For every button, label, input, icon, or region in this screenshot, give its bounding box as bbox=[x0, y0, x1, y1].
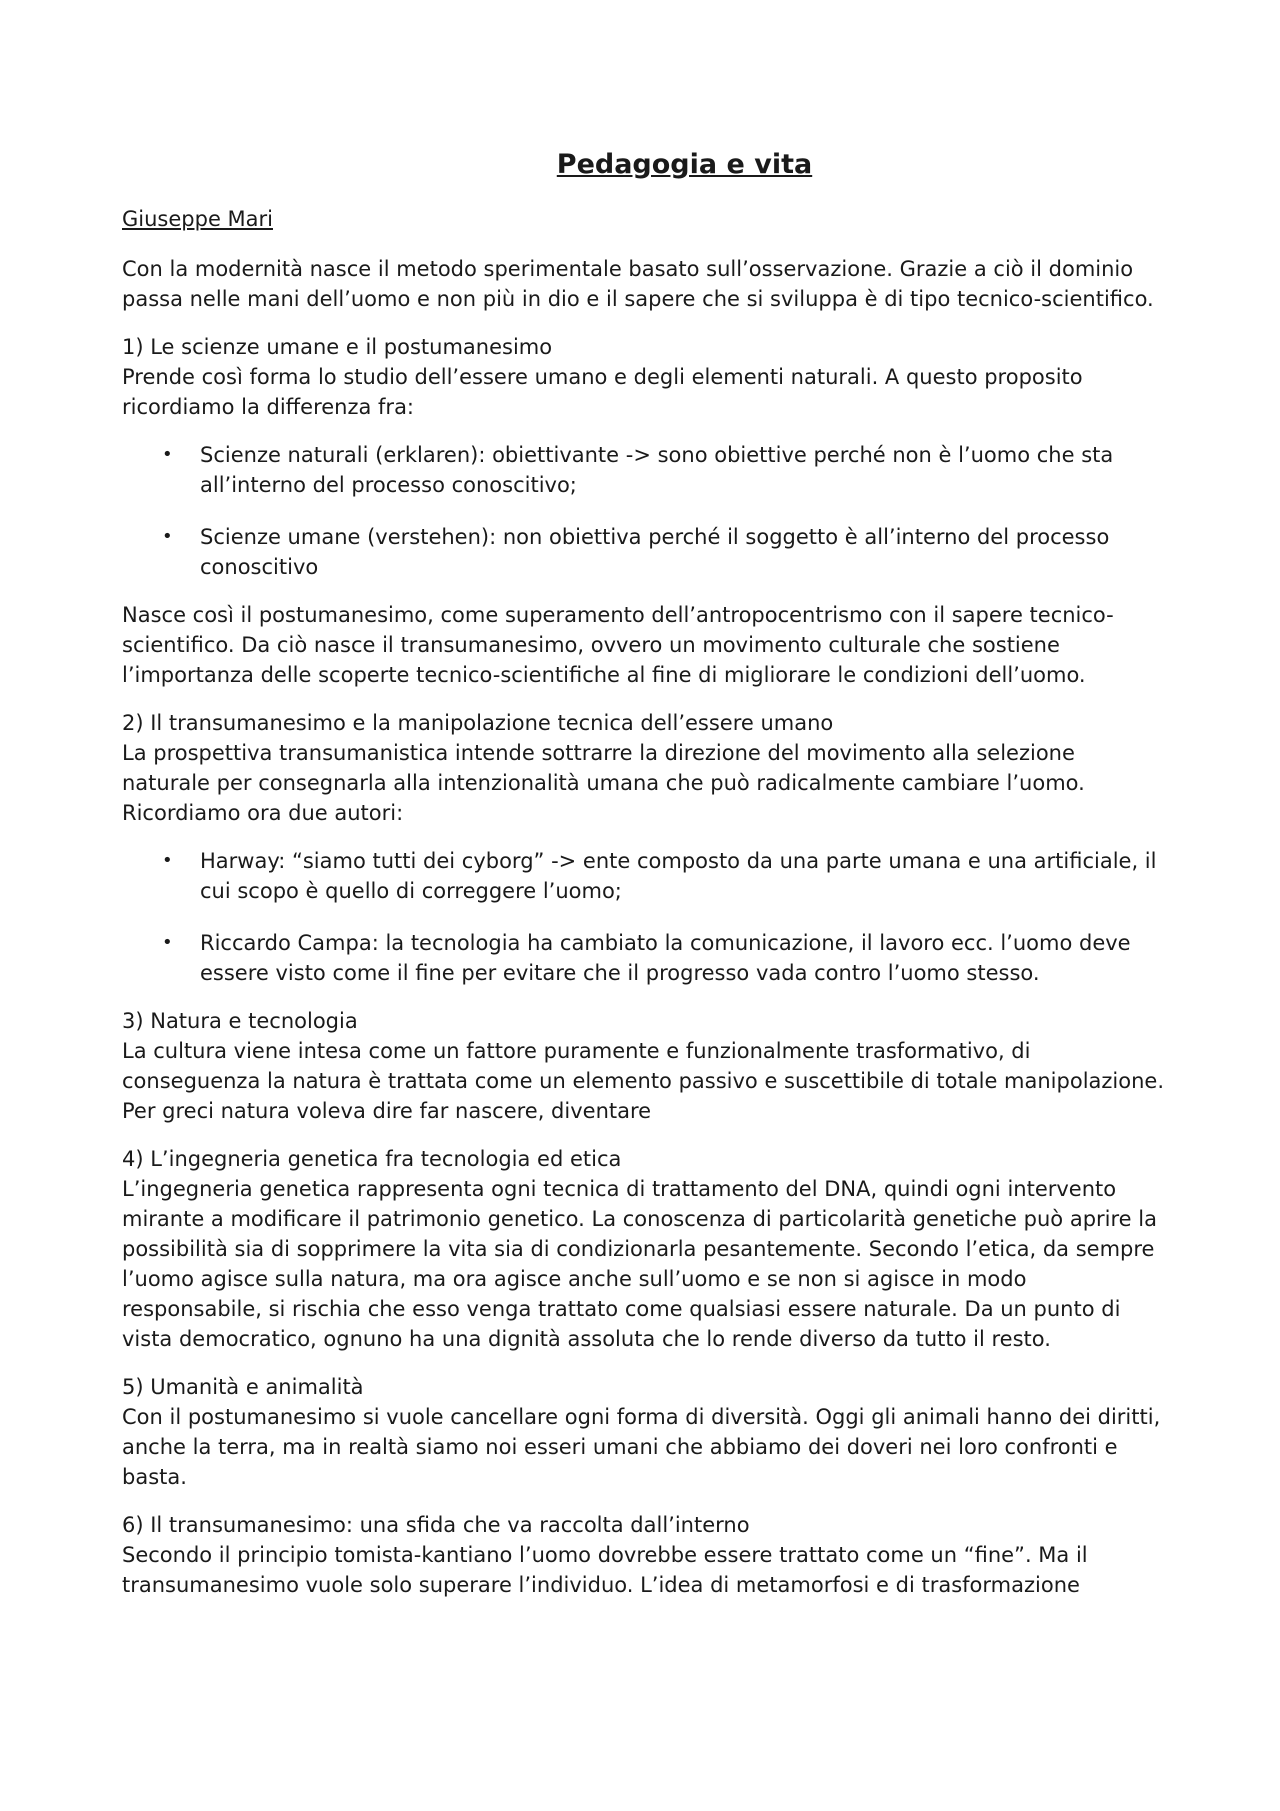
section-2 bbox=[122, 708, 1167, 828]
section-4 bbox=[122, 1144, 1167, 1354]
section-body: Prende così forma lo studio dell’essere umano e degli elementi naturali. A questo proposito ricordiamo la differenza fra: bbox=[122, 365, 1083, 419]
bullet-list bbox=[122, 846, 1167, 988]
section-heading: 4) L’ingegneria genetica fra tecnologia ed etica bbox=[122, 1147, 622, 1171]
section-3 bbox=[122, 1006, 1167, 1126]
intro-paragraph: Con la modernità nasce il metodo sperimentale basato sull’osservazione. Grazie a ciò il dominio passa nelle mani dell’uomo e non più in dio e il sapere che si sviluppa è di tipo tecnico-scientifico. bbox=[122, 257, 1154, 311]
section-heading: 5) Umanità e animalità bbox=[122, 1375, 364, 1399]
section-body: La prospettiva transumanistica intende sottrarre la direzione del movimento alla selezione naturale per consegnarla alla intenzionalità umana che può radicalmente cambiare l’uomo. Ricordiamo ora due autori: bbox=[122, 741, 1085, 825]
section-body: Secondo il principio tomista-kantiano l’uomo dovrebbe essere trattato come un “fine”. Ma il transumanesimo vuole solo superare l’individuo. L’idea di metamorfosi e di trasformazione bbox=[122, 1543, 1088, 1597]
section-body: Con il postumanesimo si vuole cancellare ogni forma di diversità. Oggi gli animali hanno dei diritti, anche la terra, ma in realtà siamo noi esseri umani che abbiamo dei doveri nei loro confronti e basta. bbox=[122, 1405, 1161, 1489]
list-item-text: Riccardo Campa: la tecnologia ha cambiato la comunicazione, il lavoro ecc. l’uomo deve essere visto come il fine per evitare che il progresso vada contro l’uomo stesso. bbox=[200, 931, 1131, 985]
section-5 bbox=[122, 1372, 1167, 1492]
section-6 bbox=[122, 1510, 1167, 1600]
list-item bbox=[122, 928, 1167, 988]
author-name: Giuseppe Mari bbox=[122, 207, 273, 231]
bullet-icon: • bbox=[162, 932, 173, 953]
document-title: Pedagogia e vita bbox=[556, 149, 813, 180]
section-body: L’ingegneria genetica rappresenta ogni tecnica di trattamento del DNA, quindi ogni intervento mirante a modificare il patrimonio genetico. La conoscenza di particolarità genetiche può aprire la possibilità sia di sopprimere la vita sia di condizionarla pesantemente. Secondo l’etica, da sempre l’uomo agisce sulla natura, ma ora agisce anche sull’uomo e se non si agisce in modo responsabile, si rischia che esso venga trattato come qualsiasi essere naturale. Da un punto di vista democratico, ognuno ha una dignità assoluta che lo rende diverso da tutto il resto. bbox=[122, 1177, 1157, 1351]
list-item bbox=[122, 522, 1167, 582]
section-body: La cultura viene intesa come un fattore puramente e funzionalmente trasformativo, di conseguenza la natura è trattata come un elemento passivo e suscettibile di totale manipolazione. Per greci natura voleva dire far nascere, diventare bbox=[122, 1039, 1165, 1123]
bullet-icon: • bbox=[162, 850, 173, 871]
section-heading: 6) Il transumanesimo: una sfida che va raccolta dall’interno bbox=[122, 1513, 750, 1537]
list-item-text: Scienze naturali (erklaren): obiettivante -> sono obiettive perché non è l’uomo che sta all’interno del processo conoscitivo; bbox=[200, 443, 1114, 497]
document-page bbox=[122, 150, 1167, 1618]
section-heading: 1) Le scienze umane e il postumanesimo bbox=[122, 335, 553, 359]
list-item bbox=[122, 440, 1167, 500]
section-heading: 3) Natura e tecnologia bbox=[122, 1009, 358, 1033]
list-item-text: Scienze umane (verstehen): non obiettiva perché il soggetto è all’interno del processo conoscitivo bbox=[200, 525, 1110, 579]
section-heading: 2) Il transumanesimo e la manipolazione tecnica dell’essere umano bbox=[122, 711, 834, 735]
bullet-icon: • bbox=[162, 526, 173, 547]
section-paragraph: Nasce così il postumanesimo, come superamento dell’antropocentrismo con il sapere tecnico-scientifico. Da ciò nasce il transumanesimo, ovvero un movimento culturale che sostiene l’importanza delle scoperte tecnico-scientifiche al fine di migliorare le condizioni dell’uomo. bbox=[122, 603, 1114, 687]
section-1 bbox=[122, 332, 1167, 422]
bullet-list bbox=[122, 440, 1167, 582]
list-item-text: Harway: “siamo tutti dei cyborg” -> ente composto da una parte umana e una artificiale, il cui scopo è quello di correggere l’uomo; bbox=[200, 849, 1157, 903]
list-item bbox=[122, 846, 1167, 906]
bullet-icon: • bbox=[162, 444, 173, 465]
